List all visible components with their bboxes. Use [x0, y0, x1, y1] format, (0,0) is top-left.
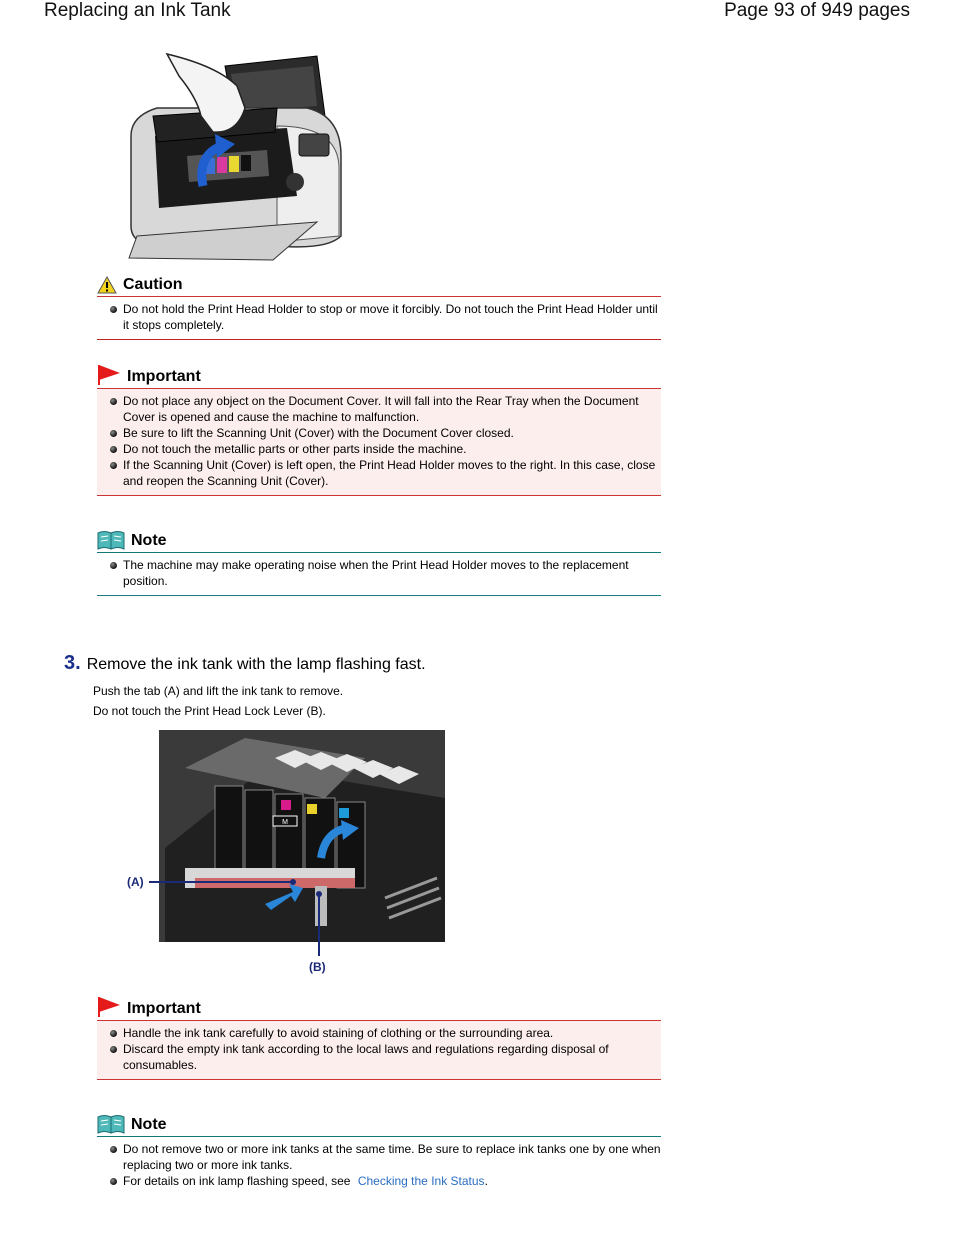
- tank-label: M: [282, 819, 288, 826]
- caution-heading: [97, 272, 661, 297]
- list-item: Discard the empty ink tank according to the local laws and regulations regarding disposal of consumables.: [109, 1041, 661, 1073]
- note-title: Note: [131, 532, 167, 549]
- list-item: Handle the ink tank carefully to avoid staining of clothing or the surrounding area.: [109, 1025, 661, 1041]
- note-title: Note: [131, 1116, 167, 1133]
- list-item-text: For details on ink lamp flashing speed, see: [123, 1174, 351, 1188]
- list-item: The machine may make operating noise when the Print Head Holder moves to the replacement position.: [109, 557, 661, 589]
- note-list: [97, 1141, 661, 1189]
- note-heading: [97, 528, 661, 553]
- page-number: Page 93 of 949 pages: [724, 0, 910, 21]
- page-title: Replacing an Ink Tank: [44, 0, 231, 21]
- book-icon: [97, 530, 125, 550]
- list-item: Be sure to lift the Scanning Unit (Cover) with the Document Cover closed.: [109, 425, 661, 441]
- red-flag-icon: [97, 996, 121, 1018]
- caution-title: Caution: [123, 276, 183, 293]
- note-box: [97, 528, 661, 596]
- callout-label-b: (B): [309, 960, 326, 974]
- caution-list: [97, 301, 661, 333]
- list-item: Do not hold the Print Head Holder to stop or move it forcibly. Do not touch the Print Head Holder until it stops completely.: [109, 301, 661, 333]
- list-item: Do not place any object on the Document Cover. It will fall into the Rear Tray when the Document Cover is opened and cause the machine to malfunction.: [109, 393, 661, 425]
- note-box: [97, 1112, 661, 1195]
- red-flag-icon: [97, 364, 121, 386]
- important-box: [97, 996, 661, 1080]
- important-heading: [97, 996, 661, 1021]
- important-box: [97, 364, 661, 496]
- important-list: [97, 1025, 661, 1073]
- link-suffix: .: [484, 1174, 488, 1188]
- important-list: [97, 393, 661, 489]
- book-icon: [97, 1114, 125, 1134]
- important-title: Important: [127, 368, 201, 385]
- step-instruction: Push the tab (A) and lift the ink tank to remove.: [93, 684, 344, 698]
- step-3-heading: [64, 652, 426, 675]
- note-heading: [97, 1112, 661, 1137]
- printer-open-illustration: [127, 46, 343, 264]
- list-item: If the Scanning Unit (Cover) is left open, the Print Head Holder moves to the right. In this case, close and reopen the Scanning Unit (Cover).: [109, 457, 661, 489]
- step-text: Remove the ink tank with the lamp flashing fast.: [86, 656, 426, 673]
- caution-box: [97, 272, 661, 340]
- callout-label-a: (A): [127, 875, 144, 889]
- ink-tank-removal-illustration: [125, 728, 447, 978]
- step-number: 3.: [64, 652, 81, 674]
- checking-ink-status-link[interactable]: Checking the Ink Status: [357, 1174, 485, 1188]
- list-item: [109, 1173, 661, 1189]
- list-item: Do not touch the metallic parts or other parts inside the machine.: [109, 441, 661, 457]
- step-instruction: Do not touch the Print Head Lock Lever (B).: [93, 704, 326, 718]
- important-heading: [97, 364, 661, 389]
- note-list: [97, 557, 661, 589]
- warning-icon: [97, 276, 117, 294]
- list-item: Do not remove two or more ink tanks at the same time. Be sure to replace ink tanks one by one when replacing two or more ink tanks.: [109, 1141, 661, 1173]
- important-title: Important: [127, 1000, 201, 1017]
